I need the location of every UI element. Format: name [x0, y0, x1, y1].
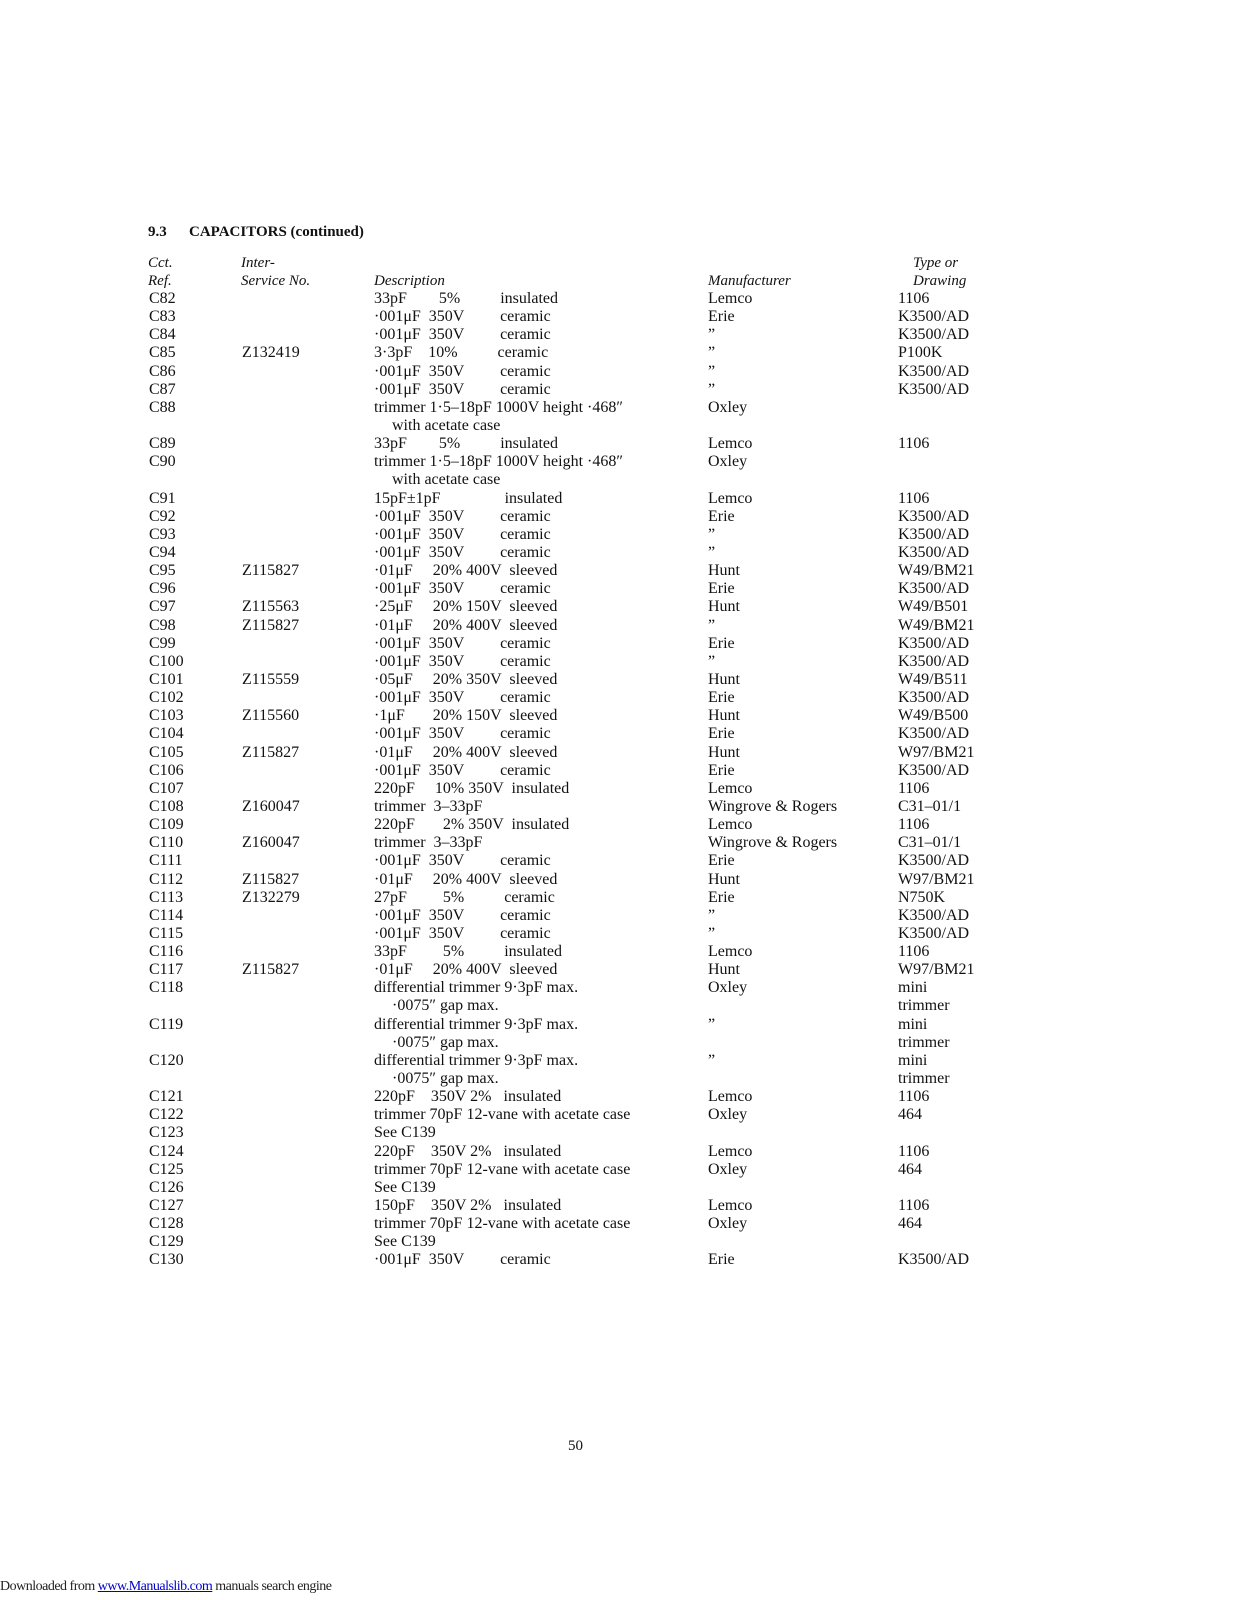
table-row — [0, 871, 1237, 889]
cell-type-or-drawing: trimmer — [898, 1033, 950, 1051]
cell-cct-ref: C93 — [149, 525, 176, 543]
cell-cct-ref: C122 — [149, 1106, 184, 1124]
cell-inter-service-no: Z160047 — [242, 797, 300, 815]
cell-description: ·001μF 350V ceramic — [374, 634, 551, 652]
cell-type-or-drawing: K3500/AD — [898, 362, 970, 380]
download-footer — [0, 1579, 332, 1595]
table-row — [0, 925, 1237, 943]
cell-description: trimmer 3–33pF — [374, 797, 483, 815]
cell-type-or-drawing: K3500/AD — [898, 852, 970, 870]
table-row — [0, 1106, 1237, 1124]
cell-description: trimmer 70pF 12-vane with acetate case — [374, 1215, 631, 1233]
cell-description: ·001μF 350V ceramic — [374, 924, 551, 942]
table-row — [0, 598, 1237, 616]
cell-description: 33pF 5% insulated — [374, 290, 558, 307]
cell-type-or-drawing: K3500/AD — [898, 543, 970, 561]
cell-cct-ref: C117 — [149, 961, 184, 979]
cell-type-or-drawing: 1106 — [898, 779, 930, 797]
cell-manufacturer: Lemco — [708, 1142, 753, 1160]
cell-inter-service-no: Z132279 — [242, 888, 300, 906]
table-row — [0, 1143, 1237, 1161]
cell-description: ·001μF 350V ceramic — [374, 326, 551, 344]
table-row — [0, 435, 1237, 453]
cell-type-or-drawing: W49/B501 — [898, 598, 969, 616]
cell-manufacturer: Erie — [708, 689, 735, 707]
cell-type-or-drawing: K3500/AD — [898, 380, 970, 398]
cell-cct-ref: C97 — [149, 598, 176, 616]
cell-description: trimmer 1·5–18pF 1000V height ·468″ — [374, 398, 624, 416]
cell-type-or-drawing: K3500/AD — [898, 1251, 970, 1269]
cell-inter-service-no: Z115827 — [242, 616, 300, 634]
table-row — [0, 490, 1237, 508]
table-row — [0, 816, 1237, 834]
cell-cct-ref: C103 — [149, 707, 184, 725]
cell-type-or-drawing: K3500/AD — [898, 634, 970, 652]
table-row — [0, 744, 1237, 762]
cell-manufacturer: Erie — [708, 761, 735, 779]
table-row — [0, 762, 1237, 780]
table-row — [0, 997, 1237, 1015]
cell-manufacturer: ” — [708, 652, 716, 670]
cell-description: ·001μF 350V ceramic — [374, 507, 551, 525]
table-row — [0, 526, 1237, 544]
cell-type-or-drawing: trimmer — [898, 1070, 950, 1088]
cell-manufacturer: Lemco — [708, 779, 753, 797]
capacitor-table — [0, 290, 1237, 1270]
cell-type-or-drawing: 1106 — [898, 816, 930, 834]
cell-manufacturer: Lemco — [708, 489, 753, 507]
cell-type-or-drawing: K3500/AD — [898, 761, 970, 779]
table-row — [0, 707, 1237, 725]
cell-type-or-drawing: K3500/AD — [898, 652, 970, 670]
cell-cct-ref: C84 — [149, 326, 176, 344]
cell-description: 27pF 5% ceramic — [374, 888, 555, 906]
cell-type-or-drawing: 1106 — [898, 290, 930, 307]
cell-cct-ref: C127 — [149, 1197, 184, 1215]
cell-cct-ref: C98 — [149, 616, 176, 634]
table-row — [0, 780, 1237, 798]
cell-type-or-drawing: mini — [898, 1051, 928, 1069]
table-row — [0, 508, 1237, 526]
table-row — [0, 1161, 1237, 1179]
cell-description: ·1μF 20% 150V sleeved — [374, 707, 558, 725]
cell-manufacturer: ” — [708, 1051, 716, 1069]
cell-description: ·001μF 350V ceramic — [374, 580, 551, 598]
cell-cct-ref: C100 — [149, 652, 184, 670]
cell-manufacturer: Hunt — [708, 562, 740, 580]
cell-manufacturer: Erie — [708, 852, 735, 870]
cell-type-or-drawing: 1106 — [898, 435, 930, 453]
cell-inter-service-no: Z160047 — [242, 834, 300, 852]
table-row — [0, 344, 1237, 362]
cell-description: See C139 — [374, 1233, 436, 1251]
table-row — [0, 1052, 1237, 1070]
cell-type-or-drawing: K3500/AD — [898, 725, 970, 743]
manualslib-link[interactable]: www.Manualslib.com — [97, 1579, 213, 1594]
cell-description: ·001μF 350V ceramic — [374, 652, 551, 670]
cell-manufacturer: Oxley — [708, 1215, 748, 1233]
cell-type-or-drawing: W49/BM21 — [898, 616, 975, 634]
table-row — [0, 1070, 1237, 1088]
cell-cct-ref: C91 — [149, 489, 176, 507]
cell-inter-service-no: Z115827 — [242, 870, 300, 888]
cell-manufacturer: ” — [708, 543, 716, 561]
cell-description: 220pF 350V 2% insulated — [374, 1088, 562, 1106]
table-row — [0, 363, 1237, 381]
cell-description: ·001μF 350V ceramic — [374, 525, 551, 543]
cell-type-or-drawing: 1106 — [898, 1197, 930, 1215]
cell-cct-ref: C88 — [149, 398, 176, 416]
cell-type-or-drawing: C31–01/1 — [898, 797, 962, 815]
table-row — [0, 417, 1237, 435]
table-row — [0, 1088, 1237, 1106]
cell-manufacturer: Lemco — [708, 435, 753, 453]
table-row — [0, 326, 1237, 344]
table-row — [0, 617, 1237, 635]
cell-description: ·01μF 20% 400V sleeved — [374, 743, 558, 761]
table-row — [0, 689, 1237, 707]
table-row — [0, 580, 1237, 598]
table-row — [0, 471, 1237, 489]
cell-cct-ref: C130 — [149, 1251, 184, 1269]
header-type-or-drawing: Type or Drawing — [913, 255, 967, 289]
table-row — [0, 852, 1237, 870]
cell-cct-ref: C86 — [149, 362, 176, 380]
cell-manufacturer: Erie — [708, 1251, 735, 1269]
cell-manufacturer: Erie — [708, 725, 735, 743]
cell-description: 3·3pF 10% ceramic — [374, 344, 549, 362]
cell-cct-ref: C124 — [149, 1142, 184, 1160]
cell-type-or-drawing: P100K — [898, 344, 943, 362]
table-row — [0, 653, 1237, 671]
cell-type-or-drawing: W97/BM21 — [898, 870, 975, 888]
cell-manufacturer: Erie — [708, 308, 735, 326]
cell-type-or-drawing: K3500/AD — [898, 689, 970, 707]
cell-description: differential trimmer 9·3pF max. — [374, 1051, 579, 1069]
cell-cct-ref: C89 — [149, 435, 176, 453]
cell-cct-ref: C109 — [149, 816, 184, 834]
cell-description-continued: with acetate case — [392, 416, 501, 434]
cell-cct-ref: C106 — [149, 761, 184, 779]
table-row — [0, 1215, 1237, 1233]
cell-inter-service-no: Z115827 — [242, 743, 300, 761]
cell-manufacturer: Oxley — [708, 1160, 748, 1178]
cell-cct-ref: C111 — [149, 852, 183, 870]
cell-description: ·05μF 20% 350V sleeved — [374, 670, 558, 688]
table-row — [0, 381, 1237, 399]
cell-manufacturer: Erie — [708, 580, 735, 598]
table-row — [0, 308, 1237, 326]
table-row — [0, 889, 1237, 907]
cell-description: ·01μF 20% 400V sleeved — [374, 870, 558, 888]
cell-description: ·001μF 350V ceramic — [374, 362, 551, 380]
cell-cct-ref: C114 — [149, 906, 184, 924]
cell-description: ·001μF 350V ceramic — [374, 380, 551, 398]
table-row — [0, 1179, 1237, 1197]
cell-cct-ref: C85 — [149, 344, 176, 362]
cell-manufacturer: Lemco — [708, 816, 753, 834]
cell-type-or-drawing: W97/BM21 — [898, 961, 975, 979]
section-heading — [148, 224, 364, 241]
cell-inter-service-no: Z115827 — [242, 562, 300, 580]
cell-description: ·01μF 20% 400V sleeved — [374, 562, 558, 580]
cell-type-or-drawing: 464 — [898, 1215, 922, 1233]
cell-cct-ref: C125 — [149, 1160, 184, 1178]
cell-manufacturer: ” — [708, 616, 716, 634]
cell-cct-ref: C105 — [149, 743, 184, 761]
cell-cct-ref: C129 — [149, 1233, 184, 1251]
cell-cct-ref: C108 — [149, 797, 184, 815]
section-number: 9.3 — [148, 224, 167, 240]
cell-manufacturer: Erie — [708, 507, 735, 525]
cell-cct-ref: C128 — [149, 1215, 184, 1233]
cell-description: ·001μF 350V ceramic — [374, 852, 551, 870]
cell-inter-service-no: Z115559 — [242, 670, 300, 688]
cell-type-or-drawing: K3500/AD — [898, 326, 970, 344]
cell-description: ·25μF 20% 150V sleeved — [374, 598, 558, 616]
table-row — [0, 1034, 1237, 1052]
cell-cct-ref: C115 — [149, 924, 184, 942]
cell-manufacturer: Hunt — [708, 743, 740, 761]
table-row — [0, 1233, 1237, 1251]
cell-description: trimmer 1·5–18pF 1000V height ·468″ — [374, 453, 624, 471]
cell-type-or-drawing: K3500/AD — [898, 308, 970, 326]
cell-inter-service-no: Z115827 — [242, 961, 300, 979]
cell-type-or-drawing: trimmer — [898, 997, 950, 1015]
cell-cct-ref: C94 — [149, 543, 176, 561]
cell-manufacturer: Hunt — [708, 598, 740, 616]
cell-manufacturer: Erie — [708, 888, 735, 906]
cell-manufacturer: ” — [708, 362, 716, 380]
cell-cct-ref: C90 — [149, 453, 176, 471]
cell-description-continued: ·0075″ gap max. — [392, 997, 499, 1015]
table-row — [0, 290, 1237, 308]
cell-manufacturer: Lemco — [708, 1088, 753, 1106]
table-row — [0, 1197, 1237, 1215]
cell-cct-ref: C92 — [149, 507, 176, 525]
cell-description: ·001μF 350V ceramic — [374, 1251, 551, 1269]
cell-description: trimmer 70pF 12-vane with acetate case — [374, 1160, 631, 1178]
cell-description: 220pF 10% 350V insulated — [374, 779, 570, 797]
section-title: CAPACITORS (continued) — [189, 224, 364, 240]
cell-manufacturer: Wingrove & Rogers — [708, 797, 838, 815]
cell-inter-service-no: Z132419 — [242, 344, 300, 362]
table-row — [0, 907, 1237, 925]
cell-type-or-drawing: mini — [898, 979, 928, 997]
cell-description: differential trimmer 9·3pF max. — [374, 979, 579, 997]
table-row — [0, 453, 1237, 471]
cell-description: See C139 — [374, 1124, 436, 1142]
cell-cct-ref: C119 — [149, 1015, 184, 1033]
table-row — [0, 671, 1237, 689]
cell-cct-ref: C96 — [149, 580, 176, 598]
cell-manufacturer: Oxley — [708, 1106, 748, 1124]
cell-cct-ref: C95 — [149, 562, 176, 580]
cell-manufacturer: Hunt — [708, 707, 740, 725]
cell-manufacturer: Lemco — [708, 1197, 753, 1215]
table-row — [0, 943, 1237, 961]
cell-cct-ref: C118 — [149, 979, 184, 997]
cell-manufacturer: Oxley — [708, 398, 748, 416]
cell-description: 33pF 5% insulated — [374, 943, 562, 961]
cell-manufacturer: Hunt — [708, 670, 740, 688]
cell-manufacturer: Lemco — [708, 290, 753, 307]
cell-description-continued: ·0075″ gap max. — [392, 1033, 499, 1051]
cell-cct-ref: C102 — [149, 689, 184, 707]
cell-description: 220pF 2% 350V insulated — [374, 816, 570, 834]
footer-suffix: manuals search engine — [212, 1579, 332, 1594]
cell-type-or-drawing: mini — [898, 1015, 928, 1033]
cell-manufacturer: ” — [708, 380, 716, 398]
cell-manufacturer: Oxley — [708, 979, 748, 997]
cell-description: ·001μF 350V ceramic — [374, 689, 551, 707]
cell-manufacturer: ” — [708, 525, 716, 543]
cell-description: trimmer 3–33pF — [374, 834, 483, 852]
cell-type-or-drawing: K3500/AD — [898, 924, 970, 942]
cell-description: See C139 — [374, 1178, 436, 1196]
cell-cct-ref: C120 — [149, 1051, 184, 1069]
cell-cct-ref: C104 — [149, 725, 184, 743]
cell-description: trimmer 70pF 12-vane with acetate case — [374, 1106, 631, 1124]
cell-description: ·001μF 350V ceramic — [374, 725, 551, 743]
cell-type-or-drawing: W97/BM21 — [898, 743, 975, 761]
cell-inter-service-no: Z115560 — [242, 707, 300, 725]
cell-inter-service-no: Z115563 — [242, 598, 300, 616]
cell-cct-ref: C121 — [149, 1088, 184, 1106]
cell-description: 220pF 350V 2% insulated — [374, 1142, 562, 1160]
cell-type-or-drawing: 1106 — [898, 1142, 930, 1160]
cell-type-or-drawing: 1106 — [898, 943, 930, 961]
table-row — [0, 1016, 1237, 1034]
header-inter-service-no: Inter- Service No. — [241, 255, 311, 289]
cell-description: ·001μF 350V ceramic — [374, 543, 551, 561]
cell-description: ·001μF 350V ceramic — [374, 906, 551, 924]
cell-description: differential trimmer 9·3pF max. — [374, 1015, 579, 1033]
table-row — [0, 635, 1237, 653]
cell-manufacturer: ” — [708, 924, 716, 942]
cell-type-or-drawing: K3500/AD — [898, 507, 970, 525]
cell-type-or-drawing: W49/B511 — [898, 670, 968, 688]
table-row — [0, 798, 1237, 816]
cell-description: ·01μF 20% 400V sleeved — [374, 616, 558, 634]
cell-type-or-drawing: W49/B500 — [898, 707, 969, 725]
table-row — [0, 562, 1237, 580]
cell-cct-ref: C101 — [149, 670, 184, 688]
cell-manufacturer: ” — [708, 1015, 716, 1033]
cell-cct-ref: C107 — [149, 779, 184, 797]
table-row — [0, 725, 1237, 743]
cell-description: 150pF 350V 2% insulated — [374, 1197, 562, 1215]
table-row — [0, 834, 1237, 852]
cell-type-or-drawing: 1106 — [898, 1088, 930, 1106]
cell-cct-ref: C123 — [149, 1124, 184, 1142]
cell-cct-ref: C110 — [149, 834, 184, 852]
cell-cct-ref: C87 — [149, 380, 176, 398]
cell-description: ·001μF 350V ceramic — [374, 308, 551, 326]
footer-prefix: Downloaded from — [0, 1579, 98, 1594]
cell-cct-ref: C83 — [149, 308, 176, 326]
cell-cct-ref: C82 — [149, 290, 176, 307]
cell-description: 15pF±1pF insulated — [374, 489, 563, 507]
header-ref: Cct. Ref. — [148, 255, 173, 289]
cell-type-or-drawing: C31–01/1 — [898, 834, 962, 852]
table-row — [0, 961, 1237, 979]
cell-type-or-drawing: N750K — [898, 888, 946, 906]
cell-cct-ref: C99 — [149, 634, 176, 652]
table-row — [0, 979, 1237, 997]
cell-description: ·001μF 350V ceramic — [374, 761, 551, 779]
cell-type-or-drawing: 464 — [898, 1106, 922, 1124]
table-row — [0, 1124, 1237, 1142]
table-row — [0, 399, 1237, 417]
cell-manufacturer: Lemco — [708, 943, 753, 961]
cell-type-or-drawing: W49/BM21 — [898, 562, 975, 580]
cell-manufacturer: Wingrove & Rogers — [708, 834, 838, 852]
cell-manufacturer: ” — [708, 906, 716, 924]
cell-description: ·01μF 20% 400V sleeved — [374, 961, 558, 979]
cell-description-continued: ·0075″ gap max. — [392, 1070, 499, 1088]
cell-manufacturer: Hunt — [708, 961, 740, 979]
cell-type-or-drawing: 1106 — [898, 489, 930, 507]
page-number: 50 — [568, 1438, 583, 1454]
cell-manufacturer: Erie — [708, 634, 735, 652]
cell-cct-ref: C126 — [149, 1178, 184, 1196]
cell-description: 33pF 5% insulated — [374, 435, 558, 453]
cell-type-or-drawing: K3500/AD — [898, 525, 970, 543]
cell-manufacturer: Oxley — [708, 453, 748, 471]
cell-cct-ref: C112 — [149, 870, 184, 888]
header-manufacturer: Manufacturer — [708, 273, 791, 289]
cell-cct-ref: C116 — [149, 943, 184, 961]
header-description: Description — [374, 273, 445, 289]
cell-manufacturer: ” — [708, 344, 716, 362]
cell-type-or-drawing: K3500/AD — [898, 580, 970, 598]
cell-type-or-drawing: 464 — [898, 1160, 922, 1178]
cell-description-continued: with acetate case — [392, 471, 501, 489]
table-row — [0, 544, 1237, 562]
cell-cct-ref: C113 — [149, 888, 184, 906]
cell-manufacturer: ” — [708, 326, 716, 344]
table-row — [0, 1251, 1237, 1269]
cell-type-or-drawing: K3500/AD — [898, 906, 970, 924]
cell-manufacturer: Hunt — [708, 870, 740, 888]
